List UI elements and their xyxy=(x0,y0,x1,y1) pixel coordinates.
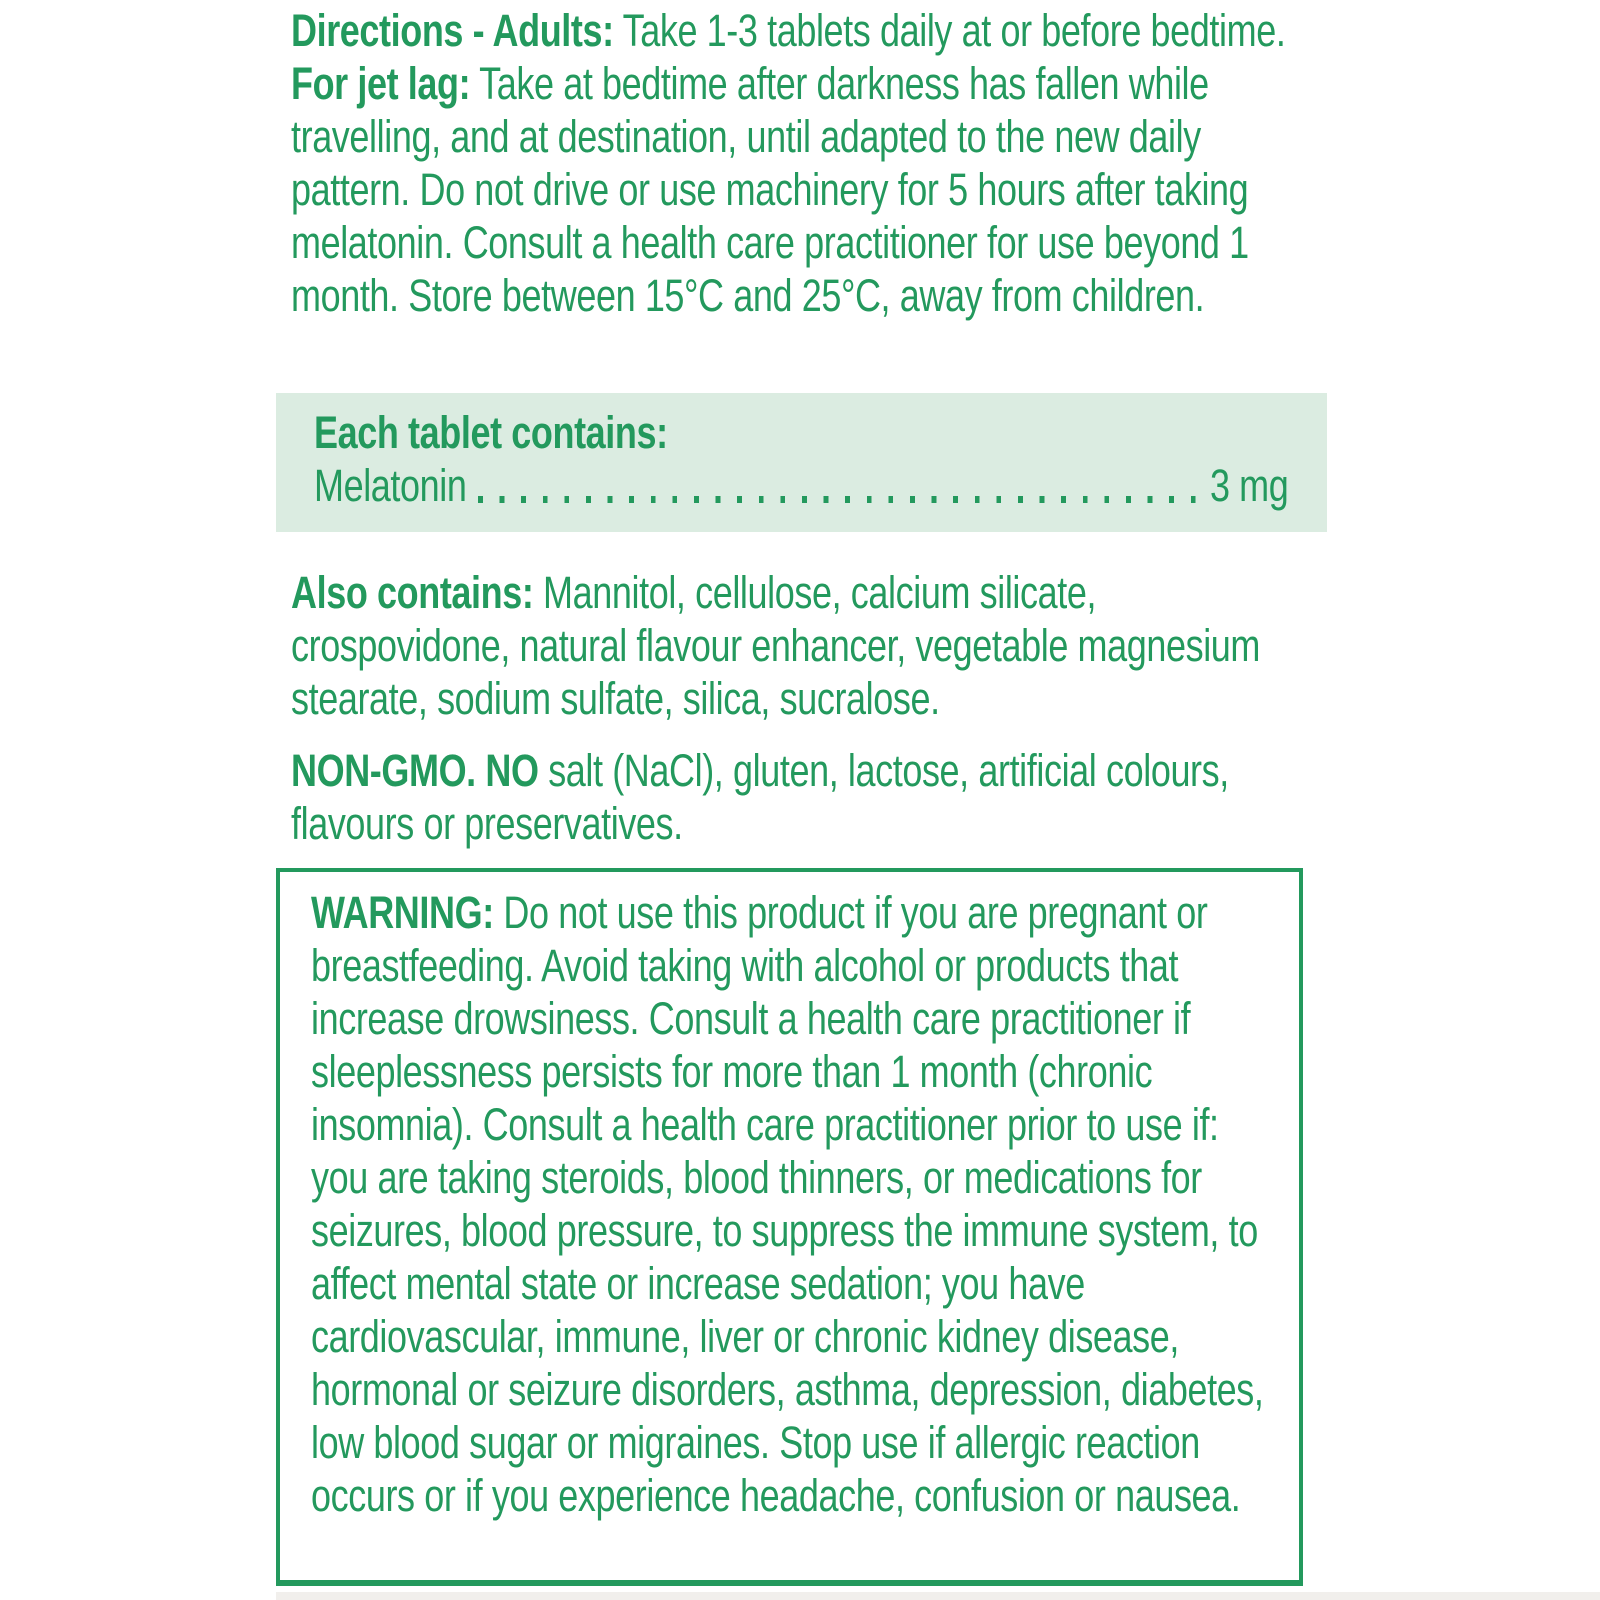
ingredient-name: Melatonin xyxy=(314,460,467,511)
also-contains-text-block xyxy=(291,566,1299,725)
directions-text-block xyxy=(291,4,1299,322)
supplement-facts-row xyxy=(314,459,1288,512)
non-gmo-paragraph xyxy=(291,744,1551,850)
non-gmo-label: NON-GMO. NO xyxy=(291,745,539,796)
directions-text-2: Take at bedtime after darkness has fallen while travelling, and at destination, until adapted to the new daily pattern. Do not drive or use machinery for 5 hours after taking melatonin. Consult a health care practitioner for use beyond 1 month. Store between 15°C and 25°C, away from children. xyxy=(291,58,1249,321)
label-edge-strip xyxy=(276,1592,1600,1600)
warning-label: WARNING: xyxy=(311,887,494,938)
also-contains-text: Mannitol, cellulose, calcium silicate, crospovidone, natural flavour enhancer, vegetable magnesium stearate, sodium sulfate, silica, sucralose. xyxy=(291,567,1261,724)
also-contains-paragraph xyxy=(291,566,1551,725)
also-contains-label: Also contains: xyxy=(291,567,534,618)
non-gmo-text-block xyxy=(291,744,1299,850)
supplement-facts-panel xyxy=(276,393,1327,532)
warning-text-block xyxy=(311,886,1270,1522)
directions-paragraph xyxy=(291,4,1551,322)
non-gmo-text: salt (NaCl), gluten, lactose, artificial colours, flavours or preservatives. xyxy=(291,745,1229,849)
dotted-leader xyxy=(478,496,1199,503)
warning-box xyxy=(276,868,1303,1586)
ingredient-amount: 3 mg xyxy=(1209,460,1289,511)
supplement-facts-heading: Each tablet contains: xyxy=(314,407,668,458)
directions-label: Directions - Adults: xyxy=(291,5,614,56)
warning-text: Do not use this product if you are pregnant or breastfeeding. Avoid taking with alcohol or products that increase drowsiness. Consult a health care practitioner if sleeplessness persists for more than 1 month (chronic insomnia). Consult a health care practitioner prior to use if: you are taking steroids, blood thinners, or medications for seizures, blood pressure, to suppress the immune system, to affect mental state or increase sedation; you have cardiovascular, immune, liver or chronic kidney disease, hormonal or seizure disorders, asthma, depression, diabetes, low blood sugar or migraines. Stop use if allergic reaction occurs or if you experience headache, confusion or nausea. xyxy=(311,887,1264,1521)
jetlag-label: For jet lag: xyxy=(291,58,471,109)
directions-text-1: Take 1-3 tablets daily at or before bedtime. xyxy=(613,5,1286,56)
supplement-facts-content xyxy=(314,406,1288,512)
